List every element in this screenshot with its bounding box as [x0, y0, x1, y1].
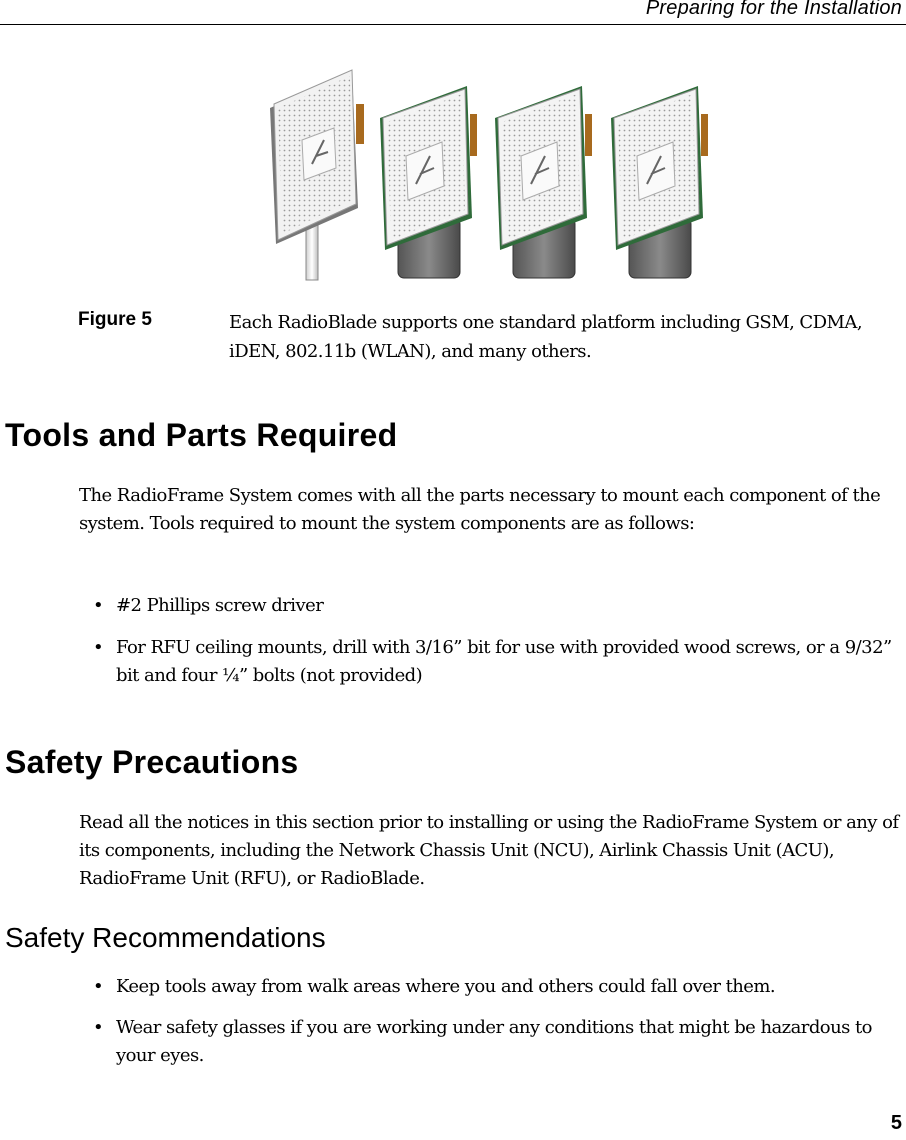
figure-label: Figure 5 — [78, 309, 152, 330]
bullet-icon: • — [93, 1017, 104, 1038]
radioblade-card-4 — [611, 86, 708, 278]
bullet-icon: • — [93, 637, 104, 658]
figure-caption: Each RadioBlade supports one standard platform including GSM, CDMA, iDEN, 802.11b (WLAN), and many others. — [229, 312, 863, 362]
list-item — [79, 592, 904, 620]
list-item-text: Wear safety glasses if you are working under any conditions that might be hazardous to your eyes. — [116, 1017, 872, 1066]
bullet-icon: • — [93, 976, 104, 997]
bullet-icon: • — [93, 595, 104, 616]
radioblade-figure — [262, 68, 732, 286]
list-item — [79, 1014, 904, 1070]
radioblade-card-antenna — [270, 70, 364, 280]
recommendations-heading: Safety Recommendations — [5, 922, 326, 953]
list-item — [79, 973, 904, 1001]
tools-intro: The RadioFrame System comes with all the parts necessary to mount each component of the system. Tools required to mount the system components are as follows: — [79, 485, 881, 534]
radioblade-card-3 — [495, 86, 592, 278]
header-rule — [0, 24, 906, 25]
radioblade-card-2 — [380, 86, 477, 278]
safety-intro: Read all the notices in this section prior to installing or using the RadioFrame System or any of its components, including the Network Chassis Unit (NCU), Airlink Chassis Unit (ACU), RadioFrame Unit (RFU), or RadioBlade. — [79, 812, 899, 889]
list-item-text: #2 Phillips screw driver — [116, 595, 324, 616]
page-number: 5 — [890, 1112, 902, 1134]
tools-heading: Tools and Parts Required — [5, 417, 398, 453]
list-item-text: For RFU ceiling mounts, drill with 3/16” bit for use with provided wood screws, or a 9/32” bit and four ¼” bolts (not provided) — [116, 637, 892, 686]
list-item-text: Keep tools away from walk areas where you and others could fall over them. — [116, 976, 776, 997]
safety-heading: Safety Precautions — [5, 744, 299, 780]
radioblade-cards-illustration — [262, 68, 732, 286]
list-item — [79, 634, 904, 690]
header-title: Preparing for the Installation — [645, 0, 902, 19]
